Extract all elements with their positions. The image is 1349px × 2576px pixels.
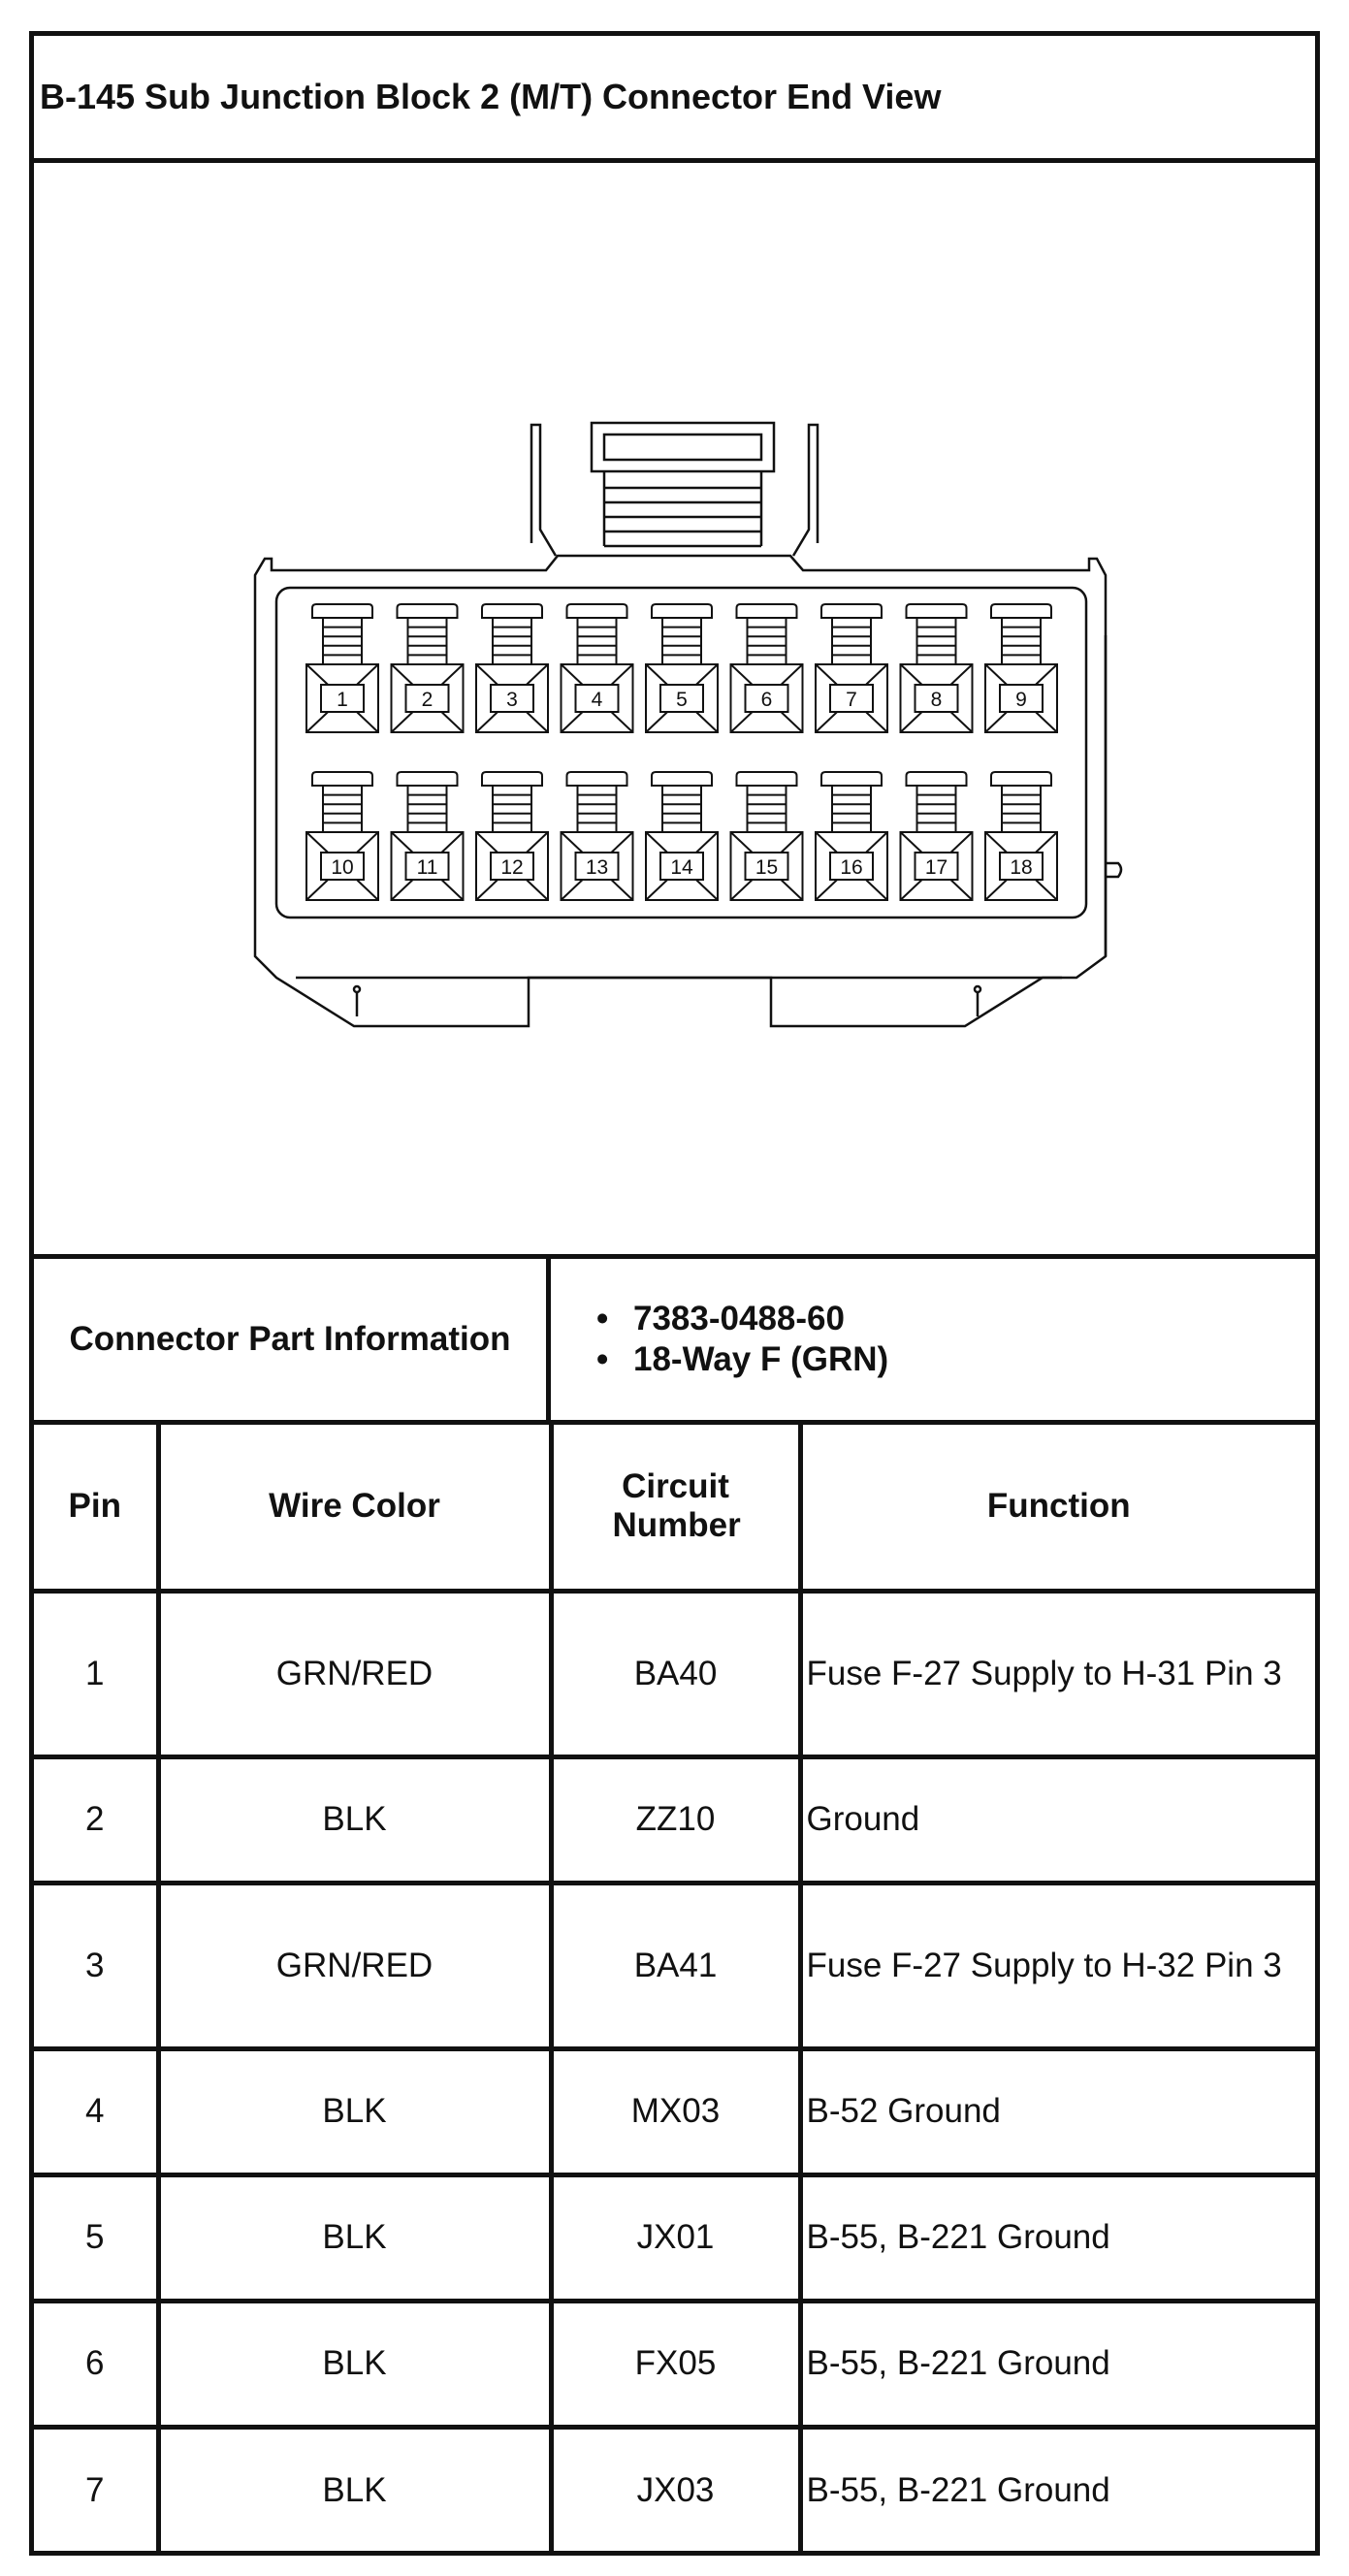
pin-terminal bbox=[985, 772, 1057, 900]
cell-pin: 7 bbox=[34, 2427, 158, 2553]
header-wire-color: Wire Color bbox=[158, 1425, 551, 1591]
pin-terminal bbox=[306, 772, 378, 900]
cell-pin: 2 bbox=[34, 1756, 158, 1883]
pin-terminal bbox=[562, 772, 633, 900]
cell-wire-color: BLK bbox=[158, 2301, 551, 2427]
cell-wire-color: GRN/RED bbox=[158, 1591, 551, 1756]
connector-end-view-drawing bbox=[34, 163, 1315, 1259]
connector-diagram bbox=[34, 163, 1315, 1259]
cell-function: Fuse F-27 Supply to H-31 Pin 3 bbox=[800, 1591, 1315, 1756]
cell-circuit: JX03 bbox=[551, 2427, 800, 2553]
pin-terminal bbox=[731, 604, 803, 732]
cell-circuit: JX01 bbox=[551, 2174, 800, 2301]
pin-number-label: 10 bbox=[331, 856, 354, 879]
pin-number-label: 3 bbox=[506, 689, 518, 711]
pin-number-label: 1 bbox=[337, 689, 348, 711]
header-pin: Pin bbox=[34, 1425, 158, 1591]
latch-cap bbox=[592, 423, 774, 471]
side-stub bbox=[1106, 863, 1121, 877]
table-row bbox=[34, 2427, 1315, 2553]
cell-pin: 6 bbox=[34, 2301, 158, 2427]
pin-terminal bbox=[646, 604, 718, 732]
cell-pin: 5 bbox=[34, 2174, 158, 2301]
connector-info-label: Connector Part Information bbox=[34, 1259, 551, 1420]
pin-number-label: 9 bbox=[1015, 689, 1027, 711]
pin-terminal bbox=[901, 772, 973, 900]
pin-terminal bbox=[816, 604, 887, 732]
pin-terminal bbox=[392, 772, 464, 900]
cell-function: B-55, B-221 Ground bbox=[800, 2174, 1315, 2301]
pin-terminal bbox=[816, 772, 887, 900]
table-row bbox=[34, 1591, 1315, 1756]
part-number: • 7383-0488-60 bbox=[633, 1299, 1315, 1339]
header-circuit-number bbox=[551, 1425, 800, 1591]
cell-circuit: BA41 bbox=[551, 1883, 800, 2048]
pin-terminal bbox=[646, 772, 718, 900]
pin-number-label: 6 bbox=[760, 689, 773, 711]
pin-number-label: 5 bbox=[676, 689, 688, 711]
pin-number-label: 16 bbox=[840, 856, 863, 879]
cell-function: Fuse F-27 Supply to H-32 Pin 3 bbox=[800, 1883, 1315, 2048]
cell-wire-color: BLK bbox=[158, 2427, 551, 2553]
table-row bbox=[34, 1756, 1315, 1883]
connector-part-info bbox=[34, 1259, 1315, 1425]
pin-number-label: 8 bbox=[930, 689, 943, 711]
pin-terminal bbox=[476, 772, 548, 900]
cell-pin: 3 bbox=[34, 1883, 158, 2048]
cell-circuit: FX05 bbox=[551, 2301, 800, 2427]
cell-wire-color: GRN/RED bbox=[158, 1883, 551, 2048]
connector-document bbox=[29, 31, 1320, 2556]
pin-terminal bbox=[901, 604, 973, 732]
pin-terminal bbox=[306, 604, 378, 732]
pin-number-label: 13 bbox=[585, 856, 609, 879]
pin-terminal bbox=[392, 604, 464, 732]
pin-terminal bbox=[985, 604, 1057, 732]
pin-number-label: 15 bbox=[755, 856, 779, 879]
cell-wire-color: BLK bbox=[158, 2048, 551, 2174]
pin-number-label: 14 bbox=[670, 856, 693, 879]
latch-cap-inner bbox=[604, 435, 761, 460]
cell-function: B-52 Ground bbox=[800, 2048, 1315, 2174]
pin-number-label: 12 bbox=[500, 856, 524, 879]
pin-terminal bbox=[731, 772, 803, 900]
connector-type: • 18-Way F (GRN) bbox=[633, 1339, 1315, 1380]
table-row bbox=[34, 2301, 1315, 2427]
header-function: Function bbox=[800, 1425, 1315, 1591]
pin-number-label: 7 bbox=[846, 689, 857, 711]
left-post bbox=[531, 425, 556, 556]
pin-terminal bbox=[476, 604, 548, 732]
cell-circuit: MX03 bbox=[551, 2048, 800, 2174]
cell-function: Ground bbox=[800, 1756, 1315, 1883]
pin-number-label: 2 bbox=[421, 689, 434, 711]
cell-pin: 4 bbox=[34, 2048, 158, 2174]
cell-wire-color: BLK bbox=[158, 2174, 551, 2301]
table-row bbox=[34, 1883, 1315, 2048]
pin-number-label: 18 bbox=[1010, 856, 1033, 879]
cell-circuit: BA40 bbox=[551, 1591, 800, 1756]
pin-terminal bbox=[562, 604, 633, 732]
pin-number-label: 17 bbox=[924, 856, 948, 879]
page-title: B-145 Sub Junction Block 2 (M/T) Connector End View bbox=[34, 36, 1315, 163]
cell-wire-color: BLK bbox=[158, 1756, 551, 1883]
cell-circuit: ZZ10 bbox=[551, 1756, 800, 1883]
right-post bbox=[793, 425, 818, 556]
cell-function: B-55, B-221 Ground bbox=[800, 2301, 1315, 2427]
pin-number-label: 4 bbox=[591, 689, 603, 711]
table-row bbox=[34, 2048, 1315, 2174]
cell-function: B-55, B-221 Ground bbox=[800, 2427, 1315, 2553]
pin-table bbox=[34, 1425, 1315, 2553]
table-row bbox=[34, 2174, 1315, 2301]
pin-number-label: 11 bbox=[416, 856, 438, 879]
cell-pin: 1 bbox=[34, 1591, 158, 1756]
connector-info-list bbox=[551, 1259, 1315, 1420]
header-circuit-number-text: Circuit Number bbox=[612, 1467, 741, 1545]
